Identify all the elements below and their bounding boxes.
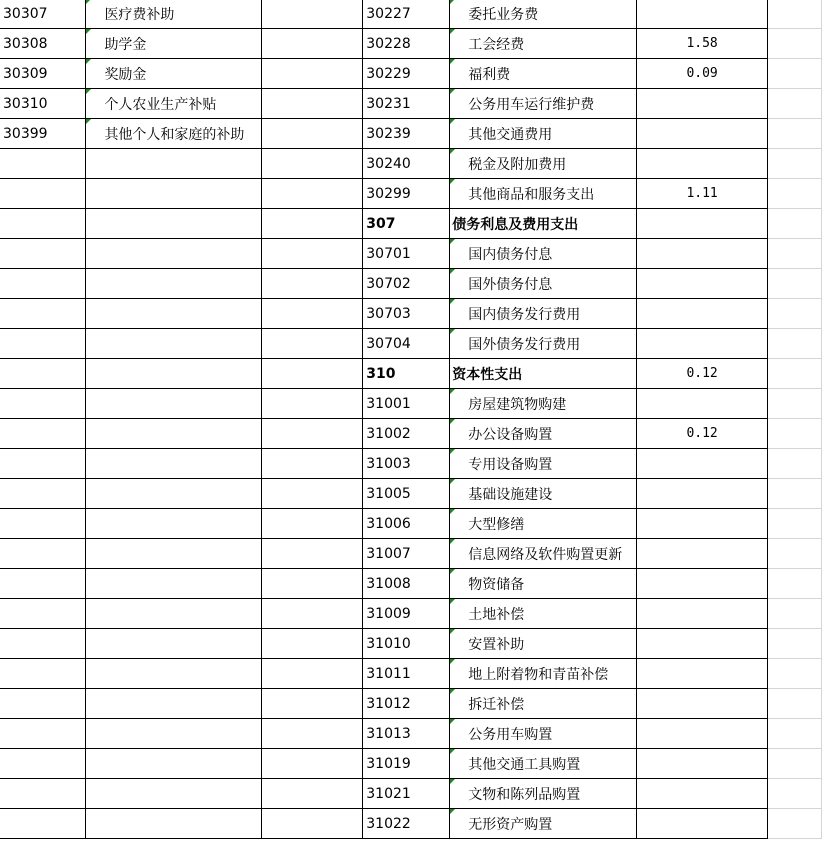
- table-row: [0, 569, 822, 599]
- empty-cell[interactable]: [768, 629, 822, 659]
- amount-cell[interactable]: [637, 599, 768, 629]
- left-name-cell[interactable]: [86, 659, 262, 689]
- left-code-cell[interactable]: [0, 539, 86, 569]
- empty-cell[interactable]: [768, 179, 822, 209]
- left-name-cell[interactable]: [86, 539, 262, 569]
- empty-cell[interactable]: [262, 449, 363, 479]
- left-code-cell[interactable]: [0, 779, 86, 809]
- empty-cell[interactable]: [262, 329, 363, 359]
- left-code-cell[interactable]: [0, 419, 86, 449]
- table-row: [0, 209, 822, 239]
- left-code-cell[interactable]: [0, 599, 86, 629]
- empty-cell[interactable]: [768, 209, 822, 239]
- empty-cell[interactable]: [768, 539, 822, 569]
- empty-cell[interactable]: [262, 299, 363, 329]
- empty-cell[interactable]: [262, 539, 363, 569]
- right-name-cell[interactable]: 国内债务付息: [450, 239, 637, 269]
- left-name-cell[interactable]: [86, 239, 262, 269]
- left-name-cell[interactable]: [86, 179, 262, 209]
- right-code-cell[interactable]: 30703: [363, 299, 450, 329]
- left-name-cell[interactable]: [86, 569, 262, 599]
- right-code-cell[interactable]: 31002: [363, 419, 450, 449]
- right-name-cell[interactable]: 国内债务发行费用: [450, 299, 637, 329]
- empty-cell[interactable]: [768, 269, 822, 299]
- right-name-cell[interactable]: 其他交通费用: [450, 119, 637, 149]
- left-code-cell[interactable]: [0, 479, 86, 509]
- left-name-cell[interactable]: 个人农业生产补贴: [86, 89, 262, 119]
- left-name-cell[interactable]: [86, 389, 262, 419]
- empty-cell[interactable]: [768, 689, 822, 719]
- left-name-cell[interactable]: [86, 449, 262, 479]
- left-code-cell[interactable]: 30307: [0, 0, 86, 29]
- empty-cell[interactable]: [262, 779, 363, 809]
- table-row: [0, 359, 822, 389]
- right-code-cell[interactable]: 31003: [363, 449, 450, 479]
- table-row: [0, 779, 822, 809]
- right-name-cell[interactable]: 基础设施建设: [450, 479, 637, 509]
- table-row: [0, 629, 822, 659]
- left-name-cell[interactable]: [86, 599, 262, 629]
- amount-cell[interactable]: [637, 209, 768, 239]
- right-code-cell[interactable]: 30702: [363, 269, 450, 299]
- right-name-cell[interactable]: 税金及附加费用: [450, 149, 637, 179]
- right-code-cell[interactable]: 30239: [363, 119, 450, 149]
- table-row: [0, 509, 822, 539]
- right-code-cell[interactable]: 30228: [363, 29, 450, 59]
- table-row: [0, 689, 822, 719]
- empty-cell[interactable]: [768, 89, 822, 119]
- right-name-cell[interactable]: 债务利息及费用支出: [450, 209, 637, 239]
- empty-cell[interactable]: [768, 599, 822, 629]
- left-name-cell[interactable]: [86, 419, 262, 449]
- amount-cell[interactable]: [637, 449, 768, 479]
- empty-cell[interactable]: [262, 0, 363, 29]
- right-name-cell[interactable]: 办公设备购置: [450, 419, 637, 449]
- empty-cell[interactable]: [768, 659, 822, 689]
- empty-cell[interactable]: [262, 29, 363, 59]
- right-code-cell[interactable]: 310: [363, 359, 450, 389]
- empty-cell[interactable]: [262, 599, 363, 629]
- amount-cell[interactable]: [637, 659, 768, 689]
- empty-cell[interactable]: [262, 629, 363, 659]
- empty-cell[interactable]: [768, 29, 822, 59]
- left-name-cell[interactable]: [86, 479, 262, 509]
- right-name-cell[interactable]: 信息网络及软件购置更新: [450, 539, 637, 569]
- left-name-cell[interactable]: 医疗费补助: [86, 0, 262, 29]
- empty-cell[interactable]: [262, 689, 363, 719]
- table-row: [0, 749, 822, 779]
- table-row: [0, 809, 822, 839]
- left-code-cell[interactable]: 30399: [0, 119, 86, 149]
- left-name-cell[interactable]: [86, 269, 262, 299]
- right-name-cell[interactable]: 无形资产购置: [450, 809, 637, 839]
- right-code-cell[interactable]: 307: [363, 209, 450, 239]
- right-code-cell[interactable]: 31005: [363, 479, 450, 509]
- amount-cell[interactable]: [637, 749, 768, 779]
- empty-cell[interactable]: [768, 239, 822, 269]
- empty-cell[interactable]: [262, 59, 363, 89]
- right-name-cell[interactable]: 国外债务发行费用: [450, 329, 637, 359]
- amount-cell[interactable]: [637, 539, 768, 569]
- table-row: [0, 599, 822, 629]
- right-code-cell[interactable]: 31008: [363, 569, 450, 599]
- right-code-cell[interactable]: 31010: [363, 629, 450, 659]
- right-name-cell[interactable]: 大型修缮: [450, 509, 637, 539]
- empty-cell[interactable]: [262, 389, 363, 419]
- right-name-cell[interactable]: 文物和陈列品购置: [450, 779, 637, 809]
- right-name-cell[interactable]: 公务用车运行维护费: [450, 89, 637, 119]
- right-name-cell[interactable]: 房屋建筑物购建: [450, 389, 637, 419]
- amount-cell[interactable]: [637, 479, 768, 509]
- table-row: [0, 299, 822, 329]
- amount-cell[interactable]: [637, 779, 768, 809]
- table-row: [0, 419, 822, 449]
- table-row: [0, 539, 822, 569]
- right-code-cell[interactable]: 30701: [363, 239, 450, 269]
- right-code-cell[interactable]: 30231: [363, 89, 450, 119]
- right-name-cell[interactable]: 地上附着物和青苗补偿: [450, 659, 637, 689]
- left-name-cell[interactable]: [86, 779, 262, 809]
- amount-cell[interactable]: 0.12: [637, 419, 768, 449]
- table-row: [0, 149, 822, 179]
- table-row: [0, 389, 822, 419]
- right-code-cell[interactable]: 31021: [363, 779, 450, 809]
- right-name-cell[interactable]: 其他商品和服务支出: [450, 179, 637, 209]
- left-name-cell[interactable]: 其他个人和家庭的补助: [86, 119, 262, 149]
- empty-cell[interactable]: [768, 359, 822, 389]
- amount-cell[interactable]: [637, 629, 768, 659]
- empty-cell[interactable]: [768, 809, 822, 839]
- left-code-cell[interactable]: 30309: [0, 59, 86, 89]
- amount-cell[interactable]: [637, 149, 768, 179]
- empty-cell[interactable]: [262, 509, 363, 539]
- table-row: [0, 239, 822, 269]
- left-name-cell[interactable]: [86, 629, 262, 659]
- table-row: [0, 0, 822, 29]
- right-name-cell[interactable]: 委托业务费: [450, 0, 637, 29]
- empty-cell[interactable]: [262, 209, 363, 239]
- empty-cell[interactable]: [262, 809, 363, 839]
- right-name-cell[interactable]: 专用设备购置: [450, 449, 637, 479]
- empty-cell[interactable]: [768, 119, 822, 149]
- empty-cell[interactable]: [262, 479, 363, 509]
- table-row: [0, 659, 822, 689]
- table-row: [0, 119, 822, 149]
- amount-cell[interactable]: [637, 509, 768, 539]
- right-code-cell[interactable]: 31022: [363, 809, 450, 839]
- left-code-cell[interactable]: [0, 809, 86, 839]
- left-code-cell[interactable]: [0, 689, 86, 719]
- table-row: [0, 479, 822, 509]
- empty-cell[interactable]: [262, 239, 363, 269]
- right-name-cell[interactable]: 其他交通工具购置: [450, 749, 637, 779]
- table-row: [0, 29, 822, 59]
- left-code-cell[interactable]: 30308: [0, 29, 86, 59]
- right-code-cell[interactable]: 31001: [363, 389, 450, 419]
- amount-cell[interactable]: 0.09: [637, 59, 768, 89]
- amount-cell[interactable]: [637, 299, 768, 329]
- right-name-cell[interactable]: 工会经费: [450, 29, 637, 59]
- left-code-cell[interactable]: [0, 299, 86, 329]
- right-name-cell[interactable]: 拆迁补偿: [450, 689, 637, 719]
- empty-cell[interactable]: [768, 329, 822, 359]
- empty-cell[interactable]: [768, 59, 822, 89]
- right-name-cell[interactable]: 福利费: [450, 59, 637, 89]
- table-row: [0, 59, 822, 89]
- left-code-cell[interactable]: [0, 749, 86, 779]
- empty-cell[interactable]: [768, 569, 822, 599]
- left-code-cell[interactable]: [0, 449, 86, 479]
- amount-cell[interactable]: [637, 0, 768, 29]
- empty-cell[interactable]: [768, 719, 822, 749]
- left-code-cell[interactable]: [0, 329, 86, 359]
- left-code-cell[interactable]: [0, 149, 86, 179]
- empty-cell[interactable]: [262, 119, 363, 149]
- right-code-cell[interactable]: 30299: [363, 179, 450, 209]
- table-row: [0, 89, 822, 119]
- empty-cell[interactable]: [262, 269, 363, 299]
- left-name-cell[interactable]: [86, 329, 262, 359]
- amount-cell[interactable]: [637, 389, 768, 419]
- left-code-cell[interactable]: [0, 719, 86, 749]
- left-code-cell[interactable]: [0, 569, 86, 599]
- table-row: [0, 269, 822, 299]
- right-name-cell[interactable]: 公务用车购置: [450, 719, 637, 749]
- empty-cell[interactable]: [262, 359, 363, 389]
- right-code-cell[interactable]: 31012: [363, 689, 450, 719]
- empty-cell[interactable]: [262, 749, 363, 779]
- empty-cell[interactable]: [768, 449, 822, 479]
- amount-cell[interactable]: [637, 569, 768, 599]
- amount-cell[interactable]: 0.12: [637, 359, 768, 389]
- amount-cell[interactable]: [637, 329, 768, 359]
- right-name-cell[interactable]: 土地补偿: [450, 599, 637, 629]
- amount-cell[interactable]: [637, 809, 768, 839]
- right-name-cell[interactable]: 资本性支出: [450, 359, 637, 389]
- table-row: [0, 329, 822, 359]
- empty-cell[interactable]: [262, 419, 363, 449]
- left-code-cell[interactable]: [0, 359, 86, 389]
- empty-cell[interactable]: [262, 149, 363, 179]
- amount-cell[interactable]: 1.11: [637, 179, 768, 209]
- left-name-cell[interactable]: [86, 149, 262, 179]
- left-name-cell[interactable]: [86, 749, 262, 779]
- empty-cell[interactable]: [768, 149, 822, 179]
- right-code-cell[interactable]: 31006: [363, 509, 450, 539]
- left-name-cell[interactable]: [86, 299, 262, 329]
- right-code-cell[interactable]: 31007: [363, 539, 450, 569]
- left-name-cell[interactable]: 奖励金: [86, 59, 262, 89]
- left-code-cell[interactable]: [0, 269, 86, 299]
- right-code-cell[interactable]: 30704: [363, 329, 450, 359]
- right-code-cell[interactable]: 30240: [363, 149, 450, 179]
- right-code-cell[interactable]: 30229: [363, 59, 450, 89]
- amount-cell[interactable]: [637, 239, 768, 269]
- empty-cell[interactable]: [768, 389, 822, 419]
- empty-cell[interactable]: [768, 299, 822, 329]
- left-name-cell[interactable]: [86, 359, 262, 389]
- right-code-cell[interactable]: 31019: [363, 749, 450, 779]
- left-code-cell[interactable]: [0, 209, 86, 239]
- right-code-cell[interactable]: 30227: [363, 0, 450, 29]
- left-code-cell[interactable]: [0, 179, 86, 209]
- left-code-cell[interactable]: [0, 509, 86, 539]
- table-row: [0, 719, 822, 749]
- empty-cell[interactable]: [262, 569, 363, 599]
- amount-cell[interactable]: [637, 119, 768, 149]
- amount-cell[interactable]: 1.58: [637, 29, 768, 59]
- empty-cell[interactable]: [768, 479, 822, 509]
- right-name-cell[interactable]: 安置补助: [450, 629, 637, 659]
- left-name-cell[interactable]: 助学金: [86, 29, 262, 59]
- left-name-cell[interactable]: [86, 209, 262, 239]
- empty-cell[interactable]: [262, 659, 363, 689]
- left-code-cell[interactable]: 30310: [0, 89, 86, 119]
- right-name-cell[interactable]: 国外债务付息: [450, 269, 637, 299]
- left-code-cell[interactable]: [0, 659, 86, 689]
- right-code-cell[interactable]: 31009: [363, 599, 450, 629]
- right-code-cell[interactable]: 31011: [363, 659, 450, 689]
- left-name-cell[interactable]: [86, 509, 262, 539]
- left-code-cell[interactable]: [0, 629, 86, 659]
- table-row: [0, 179, 822, 209]
- empty-cell[interactable]: [262, 179, 363, 209]
- left-code-cell[interactable]: [0, 389, 86, 419]
- amount-cell[interactable]: [637, 269, 768, 299]
- left-name-cell[interactable]: [86, 719, 262, 749]
- right-code-cell[interactable]: 31013: [363, 719, 450, 749]
- left-name-cell[interactable]: [86, 689, 262, 719]
- empty-cell[interactable]: [768, 509, 822, 539]
- empty-cell[interactable]: [262, 719, 363, 749]
- table-row: [0, 449, 822, 479]
- right-name-cell[interactable]: 物资储备: [450, 569, 637, 599]
- amount-cell[interactable]: [637, 689, 768, 719]
- left-name-cell[interactable]: [86, 809, 262, 839]
- amount-cell[interactable]: [637, 719, 768, 749]
- empty-cell[interactable]: [262, 89, 363, 119]
- empty-cell[interactable]: [768, 0, 822, 29]
- empty-cell[interactable]: [768, 419, 822, 449]
- empty-cell[interactable]: [768, 749, 822, 779]
- amount-cell[interactable]: [637, 89, 768, 119]
- empty-cell[interactable]: [768, 779, 822, 809]
- left-code-cell[interactable]: [0, 239, 86, 269]
